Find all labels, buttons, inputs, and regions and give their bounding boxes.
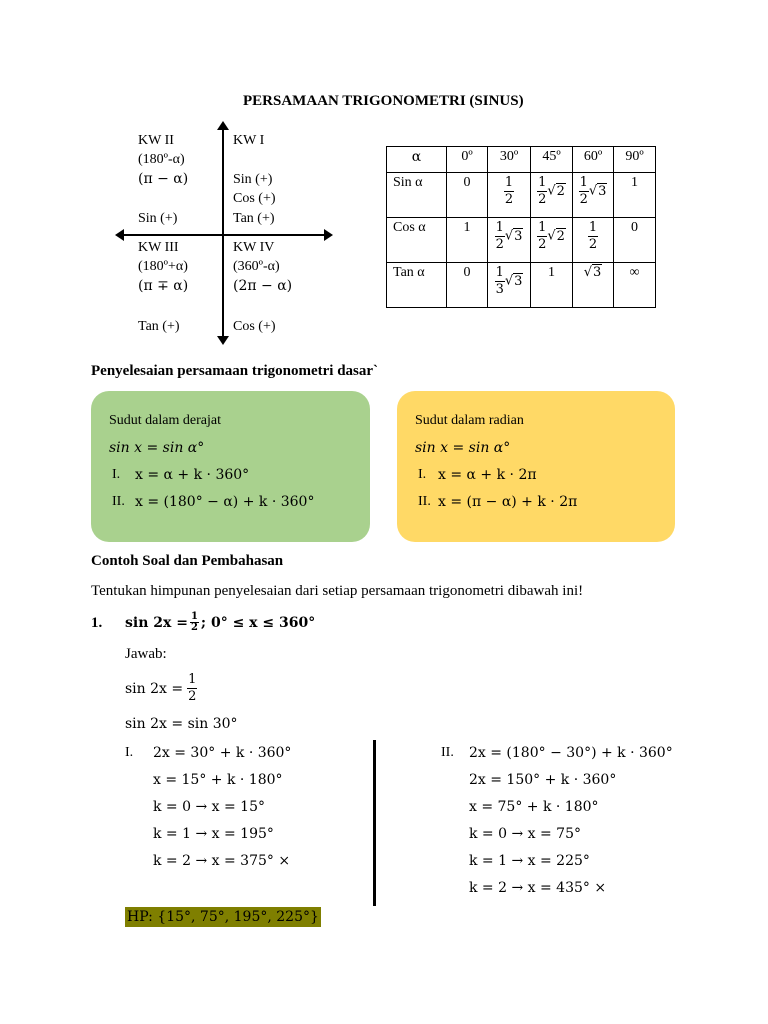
solution-col1-line-5: k = 2 → x = 375° ×	[153, 853, 291, 869]
radian-box-equation: sin x = sin α°	[415, 440, 511, 456]
solution-col1-label: I.	[125, 745, 134, 760]
sin-90: 1	[614, 173, 656, 218]
tan-60: √3	[573, 263, 614, 308]
tan-30: $\frac{1}{3}$ √3	[488, 263, 531, 308]
instruction-text: Tentukan himpunan penyelesaian dari setiap persamaan trigonometri dibawah ini!	[91, 583, 584, 599]
table-header-90: 90º	[614, 147, 656, 173]
y-axis-bottom-arrow	[217, 336, 229, 345]
kw1-sign-cos: Cos (+)	[233, 191, 276, 206]
table-header-45: 45º	[531, 147, 573, 173]
cos-90: 0	[614, 218, 656, 263]
solution-col2-line-3: x = 75° + k · 180°	[469, 799, 599, 815]
kw2-deg: (180º-α)	[138, 152, 185, 167]
row-label-cos: Cos α	[387, 218, 447, 263]
step1-lhs: sin 2x =	[125, 680, 184, 697]
sin-0: 0	[447, 173, 488, 218]
kw4-name: KW IV	[233, 240, 275, 255]
sin-30: $\frac{1}{2}$	[488, 173, 531, 218]
degree-solution-1-label: I.	[112, 467, 121, 482]
kw2-sign: Sin (+)	[138, 211, 178, 226]
x-axis-right-arrow	[324, 229, 333, 241]
kw1-sign-tan: Tan (+)	[233, 211, 275, 226]
problem-lhs: sin 2x =	[125, 614, 188, 631]
degree-box-equation: sin x = sin α°	[109, 440, 205, 456]
degree-box-title: Sudut dalam derajat	[109, 413, 221, 428]
cos-30: $\frac{1}{2}$ √3	[488, 218, 531, 263]
column-divider	[373, 740, 376, 906]
y-axis-top-arrow	[217, 121, 229, 130]
problem-range: ; 0° ≤ x ≤ 360°	[200, 614, 316, 631]
problem-fraction: $\frac{1}{2}$	[190, 611, 198, 633]
kw1-name: KW I	[233, 133, 265, 148]
solution-col2-label: II.	[441, 745, 454, 760]
solution-col1-line-3: k = 0 → x = 15°	[153, 799, 265, 815]
x-axis-left-arrow	[115, 229, 124, 241]
row-label-tan: Tan α	[387, 263, 447, 308]
kw2-name: KW II	[138, 133, 174, 148]
answer-label: Jawab:	[125, 646, 167, 662]
tan-0: 0	[447, 263, 488, 308]
solution-set-highlight: HP: {15°, 75°, 195°, 225°}	[127, 909, 319, 925]
problem-number: 1.	[91, 615, 103, 631]
sin-60: $\frac{1}{2}$ √3	[573, 173, 614, 218]
tan-45: 1	[531, 263, 573, 308]
table-header-60: 60º	[573, 147, 614, 173]
row-label-sin: Sin α	[387, 173, 447, 218]
section-heading-examples: Contoh Soal dan Pembahasan	[91, 553, 284, 569]
step1-fraction: $\frac{1}{2}$	[188, 672, 197, 704]
table-row-cos	[387, 218, 656, 263]
trig-value-table	[386, 146, 656, 308]
solution-col2-line-1: 2x = (180° − 30°) + k · 360°	[469, 745, 673, 761]
solution-col1-line-4: k = 1 → x = 195°	[153, 826, 274, 842]
table-row-tan	[387, 263, 656, 308]
page-title: PERSAMAAN TRIGONOMETRI (SINUS)	[243, 93, 524, 109]
degree-solution-1: x = α + k · 360°	[135, 467, 250, 483]
solution-col2-line-4: k = 0 → x = 75°	[469, 826, 581, 842]
radian-solution-1: x = α + k · 2π	[438, 467, 537, 483]
kw4-deg: (360º-α)	[233, 259, 280, 274]
solution-col2-line-6: k = 2 → x = 435° ×	[469, 880, 607, 896]
solution-col1-line-2: x = 15° + k · 180°	[153, 772, 283, 788]
kw3-sign: Tan (+)	[138, 319, 180, 334]
table-header-alpha: α	[387, 147, 447, 173]
cos-0: 1	[447, 218, 488, 263]
kw4-sign: Cos (+)	[233, 319, 276, 334]
radian-solution-2-label: II.	[418, 494, 431, 509]
table-row-sin	[387, 173, 656, 218]
solution-col2-line-2: 2x = 150° + k · 360°	[469, 772, 617, 788]
answer-step-2: sin 2x = sin 30°	[125, 716, 238, 732]
kw4-rad: (2π − α)	[233, 278, 293, 294]
sin-45: $\frac{1}{2}$ √2	[531, 173, 573, 218]
solution-col2-line-5: k = 1 → x = 225°	[469, 853, 590, 869]
degree-solution-2: x = (180° − α) + k · 360°	[135, 494, 315, 510]
radian-solution-2: x = (π − α) + k · 2π	[438, 494, 578, 510]
answer-step-1	[125, 672, 197, 705]
cos-60: $\frac{1}{2}$	[573, 218, 614, 263]
y-axis	[222, 128, 224, 338]
kw2-rad: (π − α)	[138, 171, 189, 187]
kw3-name: KW III	[138, 240, 179, 255]
solution-col1-line-1: 2x = 30° + k · 360°	[153, 745, 292, 761]
radian-solution-box	[397, 391, 675, 542]
degree-solution-box	[91, 391, 370, 542]
table-header-30: 30º	[488, 147, 531, 173]
problem-statement	[125, 612, 315, 633]
cos-45: $\frac{1}{2}$ √2	[531, 218, 573, 263]
kw1-sign-sin: Sin (+)	[233, 172, 273, 187]
degree-solution-2-label: II.	[112, 494, 125, 509]
radian-box-title: Sudut dalam radian	[415, 413, 524, 428]
kw3-rad: (π ∓ α)	[138, 278, 189, 294]
kw3-deg: (180º+α)	[138, 259, 188, 274]
section-heading-basic: Penyelesaian persamaan trigonometri dasar`	[91, 363, 379, 379]
radian-solution-1-label: I.	[418, 467, 427, 482]
table-header-0: 0º	[447, 147, 488, 173]
tan-90: ∞	[614, 263, 656, 308]
